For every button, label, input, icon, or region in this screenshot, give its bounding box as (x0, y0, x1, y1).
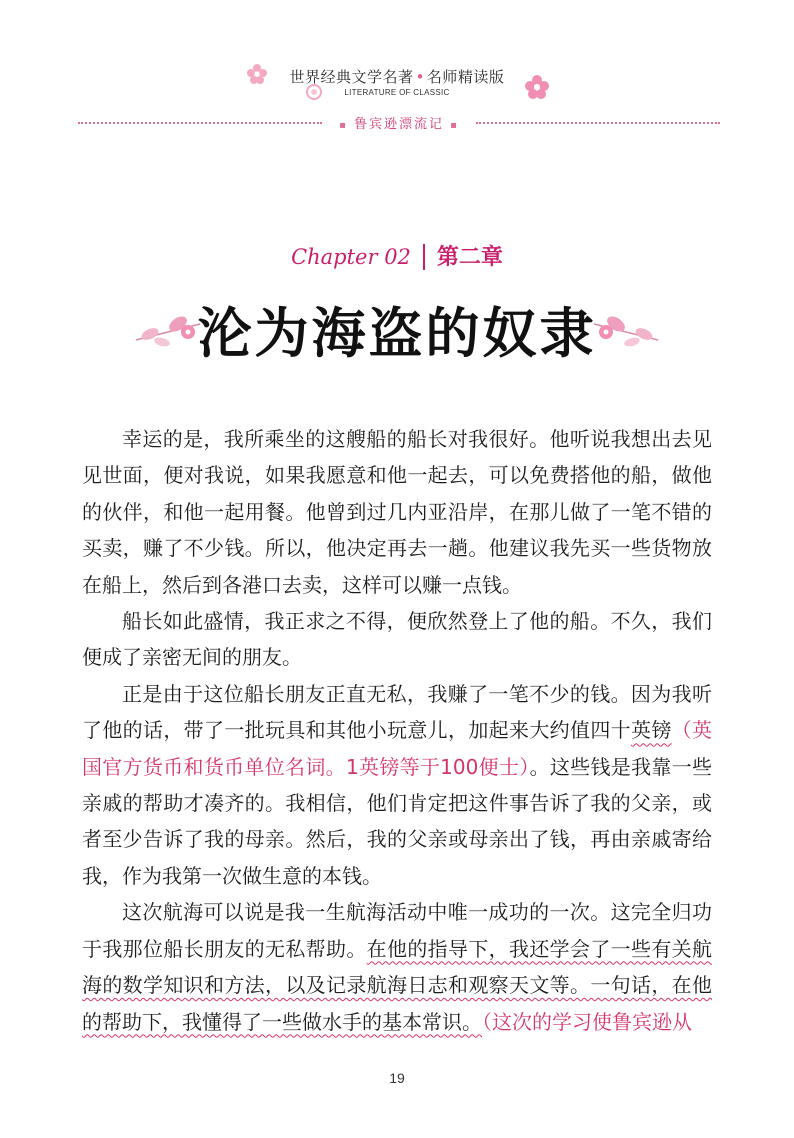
page-number: 19 (389, 1070, 405, 1086)
book-name: 鲁宾逊漂流记 (353, 117, 444, 132)
annotated-term: 英镑 (631, 718, 672, 743)
series-subtitle: LITERATURE OF CLASSIC (344, 88, 450, 97)
chapter-separator (423, 244, 425, 270)
chapter-label (0, 240, 794, 271)
annotation-note: （这次的学习使鲁宾逊从 (482, 1009, 692, 1034)
chapter-title: 沦为海盗的奴隶 (197, 301, 597, 365)
series-dot: • (415, 68, 425, 86)
chapter-title-row (0, 300, 794, 370)
paragraph-3-text-a: 正是由于这位船长朋友正直无私，我赚了一笔不少的钱。因为我听了他的话，带了一批玩具和其他小玩意儿，加起来大约值四十 (82, 681, 712, 743)
paragraph-2: 船长如此盛情，我正求之不得，便欣然登上了他的船。不久，我们便成了亲密无间的朋友。 (82, 609, 712, 670)
body-text (82, 421, 712, 1040)
header-divider-left (78, 122, 322, 124)
running-head: ▪ 鲁宾逊漂流记 ▪ (339, 117, 459, 132)
paragraph-4-text-a: 这次航海可以说是我一生航海活动中唯一成功的一次。这完全归功于我那位船长朋友的无私帮助。 (82, 900, 712, 961)
chapter-label-cn: 第二章 (436, 245, 503, 270)
series-title-left: 世界经典文学名著 (289, 68, 414, 86)
chapter-label-en: Chapter 02 (291, 245, 411, 269)
paragraph-4 (82, 894, 712, 1040)
paragraph-3 (82, 676, 712, 894)
header-divider-right (476, 122, 720, 124)
series-title (0, 66, 794, 87)
annotation-note: （英国官方货币和货币单位名词。1英镑等于100便士） (82, 718, 713, 779)
paragraph-3-text-b: 。这些钱是我靠一些亲戚的帮助才凑齐的。我相信，他们肯定把这件事告诉了我的父亲，或者至少告诉了我的母亲。然后，我的父亲或母亲出了钱，再由亲戚寄给我，作为我第一次做生意的本钱。 (82, 754, 713, 888)
paragraph-1: 幸运的是，我所乘坐的这艘船的船长对我很好。他听说我想出去见见世面，便对我说，如果我愿意和他一起去，可以免费搭他的船，做他的伙伴，和他一起用餐。他曾到过几内亚沿岸，在那儿做了一笔不错的买卖，赚了不少钱。所以，他决定再去一趟。他建议我先买一些货物放在船上，然后到各港口去卖，这样可以赚一点钱。 (82, 427, 712, 597)
series-title-right: 名师精读版 (426, 68, 505, 86)
underlined-passage: 在他的指导下，我还学会了一些有关航海的数学知识和方法，以及记录航海日志和观察天文等。一句话，在他的帮助下，我懂得了一些做水手的基本常识。 (82, 936, 713, 1034)
flower-spray-icon (590, 310, 662, 352)
